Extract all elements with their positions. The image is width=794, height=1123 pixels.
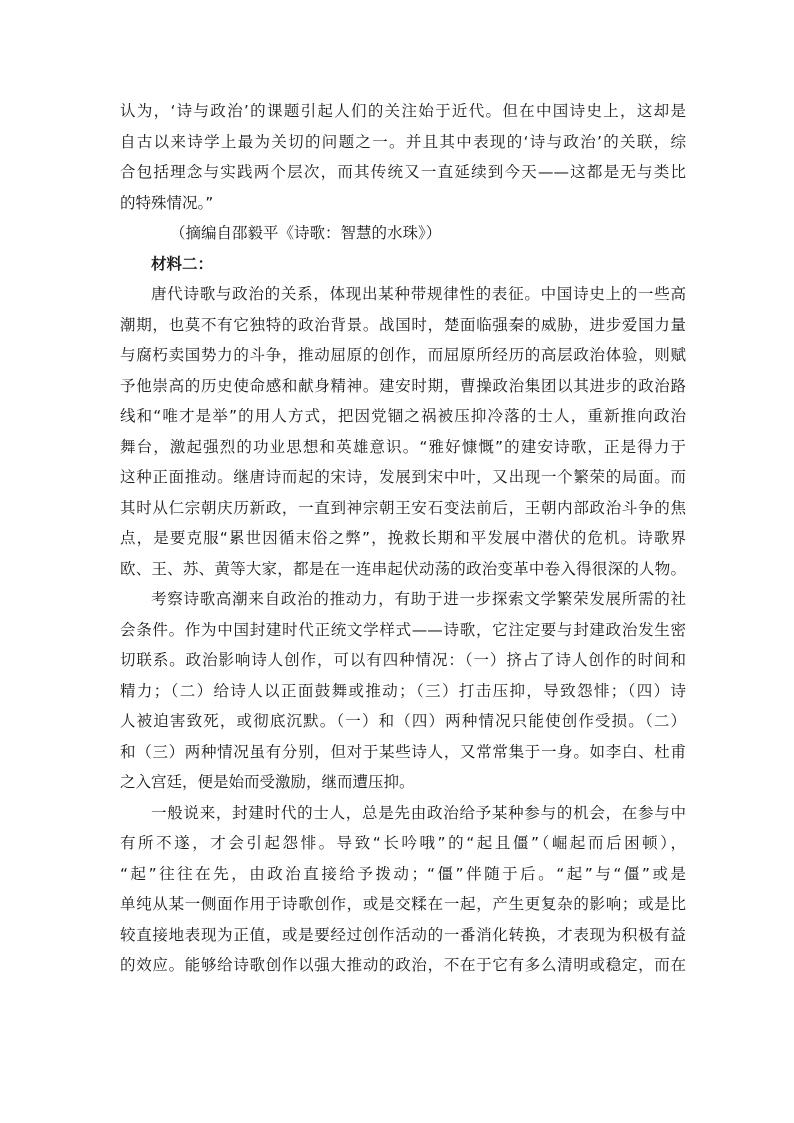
paragraph-line: 其时从仁宗朝庆历新政，一直到神宗朝王安石变法前后，王朝内部政治斗争的焦 bbox=[120, 498, 686, 517]
paragraph-line: 和（三）两种情况虽有分别，但对于某些诗人，又常常集于一身。如李白、杜甫 bbox=[120, 742, 686, 761]
paragraph-line: 认为，‘诗与政治’的课题引起人们的关注始于近代。但在中国诗史上，这却是 bbox=[120, 102, 686, 120]
paragraph-line: 点，是要克服“累世因循末俗之弊”，挽救长期和平发展中潜伏的危机。诗歌界 bbox=[120, 529, 686, 547]
paragraph-line: 人被迫害致死，或彻底沉默。（一）和（四）两种情况只能使创作受损。（二） bbox=[120, 712, 686, 730]
paragraph-line: 舞台，激起强烈的功业思想和英雄意识。“雅好慷慨”的建安诗歌，正是得力于 bbox=[120, 437, 686, 456]
paragraph-line: 予他崇高的历史使命感和献身精神。建安时期，曹操政治集团以其进步的政治路 bbox=[120, 376, 686, 395]
paragraph-line: 的效应。能够给诗歌创作以强大推动的政治，不在于它有多么清明或稳定，而在 bbox=[120, 956, 686, 974]
paragraph-line: 考察诗歌高潮来自政治的推动力，有助于进一步探索文学繁荣发展所需的社 bbox=[151, 590, 686, 608]
paragraph-line: 切联系。政治影响诗人创作，可以有四种情况：（一）挤占了诗人创作的时间和 bbox=[120, 651, 686, 669]
body-text bbox=[120, 96, 686, 981]
paragraph-line: 线和“唯才是举”的用人方式，把因党锢之祸被压抑冷落的士人，重新推向政治 bbox=[120, 407, 686, 425]
paragraph-line: 自古以来诗学上最为关切的问题之一。并且其中表现的‘诗与政治’的关联，综 bbox=[120, 132, 686, 151]
paragraph-line: 有所不遂，才会引起怨悱。导致“长吟哦”的“起且僵”（崛起而后困顿）， bbox=[120, 834, 686, 852]
paragraph-line: 合包括理念与实践两个层次，而其传统又一直延续到今天——这都是无与类比 bbox=[120, 163, 686, 181]
paragraph-line: 这种正面推动。继唐诗而起的宋诗，发展到宋中叶，又出现一个繁荣的局面。而 bbox=[120, 468, 686, 486]
paragraph-line: 之入宫廷，便是始而受激励，继而遭压抑。 bbox=[120, 773, 415, 791]
paragraph-line: 会条件。作为中国封建时代正统文学样式——诗歌，它注定要与封建政治发生密 bbox=[120, 620, 686, 639]
paragraph-line: 潮期，也莫不有它独特的政治背景。战国时，楚面临强秦的威胁，进步爱国力量 bbox=[120, 315, 686, 334]
paragraph-line: 单纯从某一侧面作用于诗歌创作，或是交糅在一起，产生更复杂的影响；或是比 bbox=[120, 895, 686, 913]
paragraph-line: 精力；（二）给诗人以正面鼓舞或推动；（三）打击压抑，导致怨悱；（四）诗 bbox=[120, 681, 686, 700]
section-heading: 材料二： bbox=[151, 254, 214, 273]
citation: （摘编自邵毅平《诗歌：智慧的水珠》） bbox=[170, 224, 442, 242]
paragraph-line: 的特殊情况。” bbox=[120, 193, 214, 212]
paragraph-line: 一般说来，封建时代的士人，总是先由政治给予某种参与的机会，在参与中 bbox=[151, 803, 686, 822]
paragraph-line: 唐代诗歌与政治的关系，体现出某种带规律性的表征。中国诗史上的一些高 bbox=[151, 285, 686, 303]
paragraph-line: 欧、王、苏、黄等大家，都是在一连串起伏动荡的政治变革中卷入得很深的人物。 bbox=[120, 559, 686, 578]
paragraph-line: 与腐朽卖国势力的斗争，推动屈原的创作，而屈原所经历的高层政治体验，则赋 bbox=[120, 346, 686, 364]
paragraph-line: 较直接地表现为正值，或是要经过创作活动的一番消化转换，才表现为积极有益 bbox=[120, 925, 686, 944]
paragraph-line: “起”往往在先，由政治直接给予拨动；“僵”伴随于后。“起”与“僵”或是 bbox=[120, 864, 686, 883]
